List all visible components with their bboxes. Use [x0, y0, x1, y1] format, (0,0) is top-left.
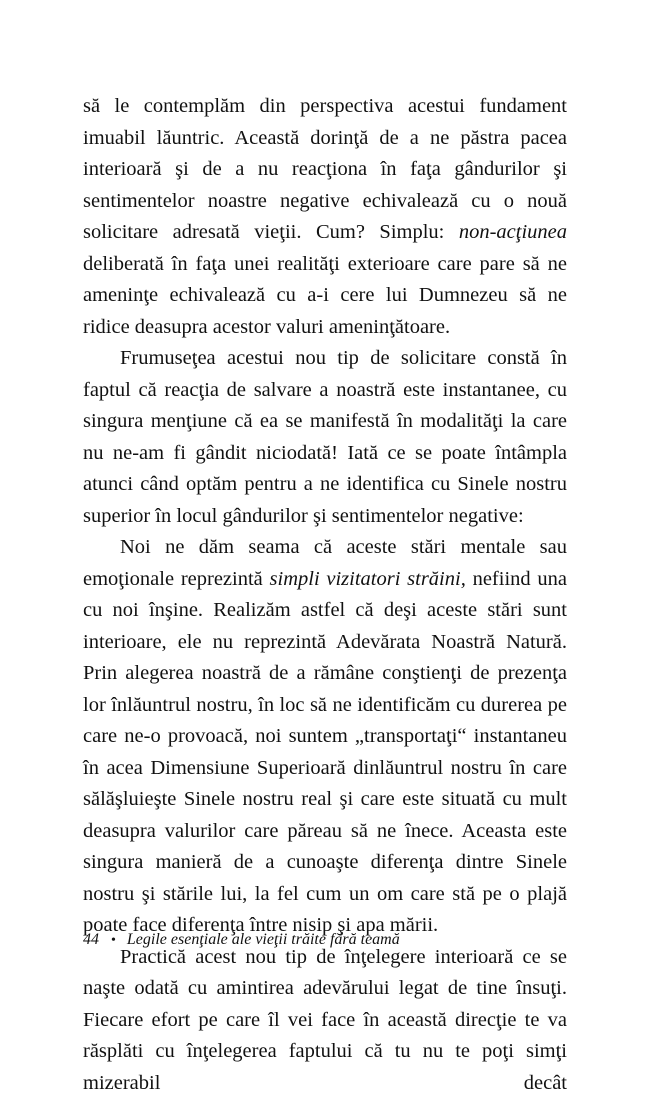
paragraph-1 — [83, 91, 567, 343]
paragraph-1-emphasis: non-acţiunea — [459, 221, 567, 243]
paragraph-4-text: Practică acest nou tip de înţelegere interioară ce se naşte odată cu amintirea adevărului legat de tine însuţi. Fiecare efort pe care îl vei face în această direcţie te va răsplăti cu înţelegerea faptului că tu nu te poţi simţi mizerabil decât — [83, 946, 567, 1094]
paragraph-2 — [83, 343, 567, 532]
paragraph-1-text-a: să le contemplăm din perspectiva acestui fundament imuabil lăuntric. Această dorinţă de a ne păstra pacea interioară şi de a nu reacţiona în faţa gândurilor şi sentimentelor noastre negative echivalează cu o nouă solicitare adresată vieţii. Cum? Simplu: — [83, 95, 567, 243]
paragraph-3 — [83, 532, 567, 942]
page-footer — [83, 930, 400, 951]
paragraph-3-text-b: nefiind una cu noi înşine. Realizăm astfel că deşi aceste stări sunt interioare, ele nu reprezintă Adevărata Noastră Natură. Prin alegerea noastră de a rămâne conştienţi de prezenţa lor înlăuntrul nostru, în loc să ne identificăm cu durerea pe care ne-o provoacă, noi suntem „transportaţi“ instantaneu în acea Dimensiune Superioară dinlăuntrul nostru în care sălăşluieşte Sinele nostru real şi care este situată cu mult deasupra valurilor care păreau să ne înece. Aceasta este singura manieră de a cunoaşte diferenţa dintre Sinele nostru şi stările lui, la fel cum un om care stă pe o plajă poate face diferenţa între nisip şi apa mării. — [83, 568, 567, 937]
paragraph-4 — [83, 942, 567, 1099]
paragraph-2-text: Frumuseţea acestui nou tip de solicitare constă în faptul că reacţia de salvare a noastră este instantanee, cu singura menţiune că ea se manifestă în modalităţi la care nu ne-am fi gândit niciodată! Iată ce se poate întâmpla atunci când optăm pentru a ne identifica cu Sinele nostru superior în locul gândurilor şi sentimentelor negative: — [83, 347, 567, 527]
footer-bullet: • — [111, 933, 116, 948]
paragraph-1-text-b: deliberată în faţa unei realităţi exterioare care pare să ne ameninţe echivalează cu a-i cere lui Dumnezeu să ne ridice deasupra acestor valuri ameninţătoare. — [83, 253, 567, 338]
running-title: Legile esenţiale ale vieţii trăite fără teamă — [127, 931, 400, 948]
paragraph-3-emphasis: simpli vizitatori străini, — [270, 568, 466, 590]
paragraph-3-text-a: Noi ne dăm seama că aceste stări mentale sau emoţionale reprezintă — [83, 536, 567, 590]
page-number: 44 — [83, 931, 99, 948]
